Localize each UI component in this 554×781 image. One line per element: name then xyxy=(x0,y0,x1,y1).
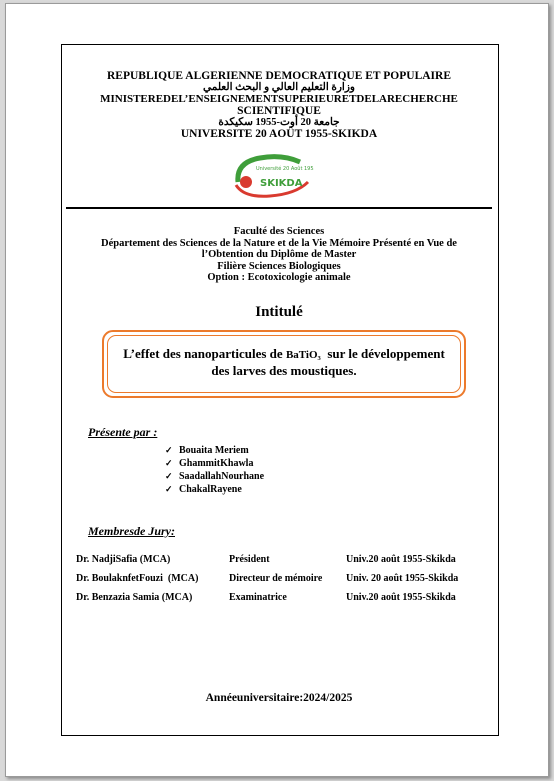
university-logo xyxy=(230,152,314,202)
header-block xyxy=(66,70,492,140)
author-item xyxy=(165,457,264,470)
skikda-logo-icon xyxy=(230,152,314,202)
intitule-heading: Intitulé xyxy=(255,304,303,320)
jury-label: Membresde Jury: xyxy=(88,524,175,538)
jury-member-name: Dr. NadjiSafia (MCA) xyxy=(76,554,171,565)
diploma-line: l’Obtention du Diplôme de Master xyxy=(201,249,357,260)
author-item xyxy=(165,470,264,483)
academic-year: Annéeuniversitaire:2024/2025 xyxy=(205,692,353,704)
jury-row xyxy=(76,592,496,606)
ministry-french-line2: SCIENTIFIQUE xyxy=(237,105,321,117)
author-name: SaadallahNourhane xyxy=(179,471,265,482)
thesis-title-line1 xyxy=(108,346,460,363)
university-french: UNIVERSITE 20 AOÛT 1955-SKIKDA xyxy=(180,128,378,140)
jury-member-role: Président xyxy=(229,554,270,565)
jury-member-role: Directeur de mémoire xyxy=(229,573,323,584)
title-box xyxy=(102,330,466,398)
jury-row xyxy=(76,573,496,587)
faculty-block xyxy=(76,226,482,284)
thesis-title-part2: sur le développement xyxy=(320,346,445,361)
author-name: GhammitKhawla xyxy=(179,458,254,469)
logo-name: SKIKDA xyxy=(260,178,303,189)
checkmark-icon: ✓ xyxy=(165,484,173,494)
jury-member-role: Examinatrice xyxy=(229,592,287,603)
university-arabic: جامعة 20 أوت-1955 سكيكدة xyxy=(218,117,340,128)
department-line: Département des Sciences de la Nature et de la Vie Mémoire Présenté en Vue de xyxy=(101,237,457,249)
header-divider xyxy=(66,207,492,209)
author-item xyxy=(165,483,264,496)
document-page xyxy=(5,3,549,777)
author-name: Bouaita Meriem xyxy=(179,445,249,456)
thesis-title-line2: des larves des moustiques. xyxy=(211,363,357,378)
thesis-title-formula: BaTiO₃ xyxy=(285,349,321,361)
presented-by-label: Présente par : xyxy=(88,425,158,439)
thesis-title-part1: L’effet des nanoparticules de xyxy=(123,346,286,361)
checkmark-icon: ✓ xyxy=(165,445,173,455)
author-name: ChakalRayene xyxy=(179,484,242,495)
checkmark-icon: ✓ xyxy=(165,458,173,468)
author-item xyxy=(165,444,264,457)
jury-member-name: Dr. Benzazia Samia (MCA) xyxy=(76,592,193,603)
field-line: Filière Sciences Biologiques xyxy=(217,260,341,272)
ministry-french-line1: MINISTEREDEL’ENSEIGNEMENTSUPERIEURETDELARECHERCHE xyxy=(100,93,458,105)
logo-ring-text: Université 20 Août 1955 xyxy=(256,166,314,172)
checkmark-icon: ✓ xyxy=(165,471,173,481)
ministry-arabic: وزارة التعليم العالي و البحث العلمي xyxy=(203,82,355,93)
republic-title: REPUBLIQUE ALGERIENNE DEMOCRATIQUE ET POPULAIRE xyxy=(107,70,451,82)
option-line: Option : Ecotoxicologie animale xyxy=(207,272,351,283)
logo-red-dot xyxy=(240,176,252,188)
authors-list xyxy=(165,444,264,496)
thesis-title xyxy=(107,335,461,393)
jury-row xyxy=(76,554,496,568)
jury-member-affiliation: Univ. 20 août 1955-Skikda xyxy=(346,573,459,584)
faculty-name: Faculté des Sciences xyxy=(233,226,325,237)
jury-member-name: Dr. BoulaknfetFouzi (MCA) xyxy=(76,573,199,584)
jury-member-affiliation: Univ.20 août 1955-Skikda xyxy=(346,592,456,603)
jury-member-affiliation: Univ.20 août 1955-Skikda xyxy=(346,554,456,565)
